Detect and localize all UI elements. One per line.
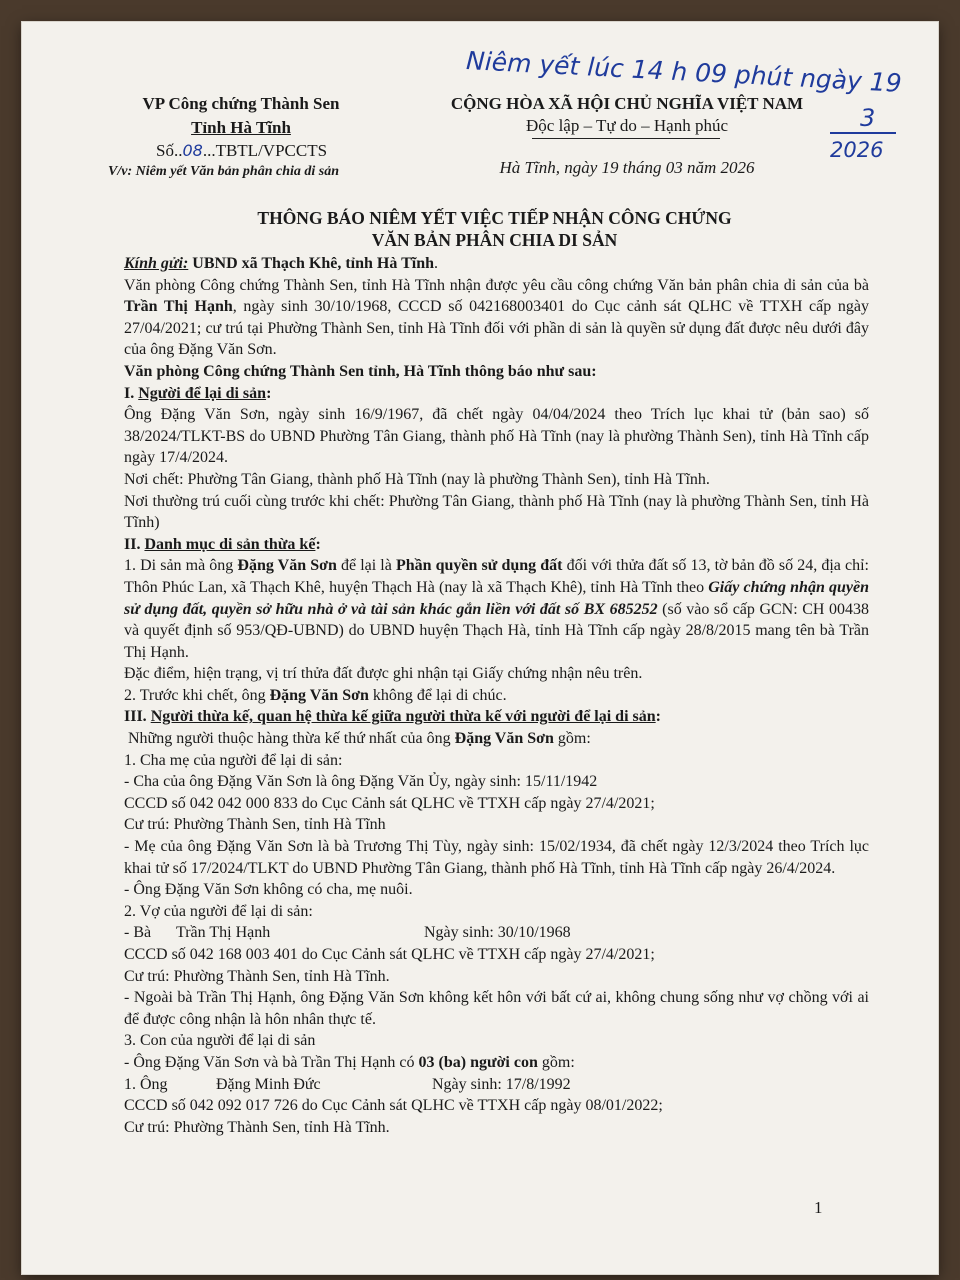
office-name: VP Công chứng Thành Sen: [142, 94, 340, 113]
number-prefix: Số..: [156, 141, 183, 160]
child1-residence: Cư trú: Phường Thành Sen, tỉnh Hà Tĩnh.: [124, 1118, 390, 1136]
motto-underline: [532, 138, 720, 139]
section1-p3: Nơi thường trú cuối cùng trước khi chết: Phường Tân Giang, thành phố Hà Tĩnh (nay là phường Thành Sen, tỉnh Hà Tĩnh): [124, 492, 869, 532]
nation-motto: Độc lập – Tự do – Hạnh phúc: [526, 116, 728, 135]
document-page: [22, 22, 938, 1274]
father-line1: - Cha của ông Đặng Văn Sơn là ông Đặng Văn Ủy, ngày sinh: 15/11/1942: [124, 773, 598, 791]
document-subject: V/v: Niêm yết Văn bản phân chia di sản: [108, 164, 340, 179]
document-title-line1: THÔNG BÁO NIÊM YẾT VIỆC TIẾP NHẬN CÔNG CHỨNG: [257, 208, 732, 228]
document-number: [156, 141, 327, 161]
section2-heading: II. Danh mục di sản thừa kế:: [124, 535, 321, 553]
page-number: 1: [814, 1198, 823, 1217]
document-title-line2: VĂN BẢN PHÂN CHIA DI SẢN: [371, 230, 618, 250]
section1-heading: I. Người để lại di sản:: [124, 384, 272, 402]
document-date: Hà Tĩnh, ngày 19 tháng 03 năm 2026: [499, 158, 755, 177]
number-suffix: ...TBTL/VPCCTS: [202, 141, 328, 160]
section3-heading: III. Người thừa kế, quan hệ thừa kế giữa người thừa kế với người để lại di sản:: [124, 708, 661, 726]
section2-p3: 2. Trước khi chết, ông Đặng Văn Sơn không để lại di chúc.: [124, 686, 507, 704]
number-handwritten: 08: [182, 141, 203, 160]
spouse-note: - Ngoài bà Trần Thị Hạnh, ông Đặng Văn Sơn không kết hôn với bất cứ ai, không chung sống như vợ chồng với ai để được công nhận là hôn nhân thực tế.: [124, 989, 869, 1028]
handwritten-year: 2026: [830, 138, 884, 162]
spouse-heading: 2. Vợ của người để lại di sản:: [124, 902, 313, 920]
parents-heading: 1. Cha mẹ của người để lại di sản:: [124, 751, 343, 769]
section3-intro: Những người thuộc hàng thừa kế thứ nhất của ông Đặng Văn Sơn gồm:: [128, 730, 591, 748]
handwritten-fraction-line: [830, 132, 896, 134]
handwritten-month: 3: [860, 104, 876, 132]
child1-line: 1. Ông Đặng Minh Đức Ngày sinh: 17/8/1992: [124, 1075, 571, 1093]
child1-id: CCCD số 042 092 017 726 do Cục Cảnh sát QLHC về TTXH cấp ngày 08/01/2022;: [124, 1097, 663, 1115]
no-adoptive-parents: - Ông Đặng Văn Sơn không có cha, mẹ nuôi.: [124, 881, 413, 899]
office-province: Tỉnh Hà Tĩnh: [191, 118, 291, 137]
section1-p2: Nơi chết: Phường Tân Giang, thành phố Hà Tĩnh (nay là phường Thành Sen), tỉnh Hà Tĩnh.: [124, 470, 710, 488]
nation-title: CỘNG HÒA XÃ HỘI CHỦ NGHĨA VIỆT NAM: [450, 94, 804, 113]
requester-name: Trần Thị Hạnh: [124, 298, 233, 316]
children-count: - Ông Đặng Văn Sơn và bà Trần Thị Hạnh có 03 (ba) người con gồm:: [124, 1053, 575, 1071]
intro-paragraph: Văn phòng Công chứng Thành Sen, tỉnh Hà Tĩnh nhận được yêu cầu công chứng Văn bản phân chia di sản của bà Trần Thị Hạnh, ngày sinh 30/10/1968, CCCD số 042168003401 do Cục cảnh sát QLHC về TTXH cấp ngày 27/04/2021; cư trú tại Phường Thành Sen, tỉnh Hà Tĩnh đối với phần di sản là quyền sử dụng đất được nêu dưới đây của ông Đặng Văn Sơn.: [124, 276, 869, 359]
father-line2: CCCD số 042 042 000 833 do Cục Cảnh sát QLHC về TTXH cấp ngày 27/4/2021;: [124, 794, 655, 812]
section1-p1: Ông Đặng Văn Sơn, ngày sinh 16/9/1967, đã chết ngày 04/04/2024 theo Trích lục khai tử (bản sao) số 38/2024/TLKT-BS do UBND Phường Tân Giang, thành phố Hà Tĩnh (nay là phường Thành Sen), tỉnh Hà Tĩnh cấp ngày 17/4/2024.: [124, 406, 869, 467]
mother-paragraph: - Mẹ của ông Đặng Văn Sơn là bà Trương Thị Tùy, ngày sinh: 15/02/1934, đã chết ngày 12/3/2024 theo Trích lục khai tử số 17/2024/TLKT do UBND Phường Tân Giang, thành phố Hà Tĩnh, tỉnh Hà Tĩnh cấp ngày 26/4/2024.: [124, 838, 869, 877]
document-body: [124, 253, 869, 1138]
recipient-value: UBND xã Thạch Khê, tỉnh Hà Tĩnh: [192, 255, 434, 272]
announce-line: Văn phòng Công chứng Thành Sen tỉnh, Hà Tĩnh thông báo như sau:: [124, 362, 597, 380]
section2-p2: Đặc điểm, hiện trạng, vị trí thửa đất được ghi nhận tại Giấy chứng nhận nêu trên.: [124, 665, 643, 683]
spouse-residence: Cư trú: Phường Thành Sen, tỉnh Hà Tĩnh.: [124, 967, 390, 985]
spouse-id: CCCD số 042 168 003 401 do Cục Cảnh sát QLHC về TTXH cấp ngày 27/4/2021;: [124, 946, 655, 963]
recipient-line: Kính gửi: UBND xã Thạch Khê, tỉnh Hà Tĩnh.: [124, 255, 438, 272]
father-line3: Cư trú: Phường Thành Sen, tỉnh Hà Tĩnh: [124, 816, 386, 834]
recipient-label: Kính gửi: [124, 255, 183, 272]
children-heading: 3. Con của người để lại di sản: [124, 1032, 316, 1050]
handwritten-posting-note: Niêm yết lúc 14 h 09 phút ngày 19: [465, 46, 903, 98]
spouse-line: - Bà Trần Thị Hạnh Ngày sinh: 30/10/1968: [124, 924, 571, 942]
section2-p1: 1. Di sản mà ông Đặng Văn Sơn để lại là Phần quyền sử dụng đất đối với thửa đất số 13, tờ bản đồ số 24, địa chỉ: Thôn Phúc Lan, xã Thạch Khê, huyện Thạch Hà (nay là xã Thạch Khê), tỉnh Hà Tĩnh theo Giấy chứng nhận quyền sử dụng đất, quyền sở hữu nhà ở và tài sản khác gắn liền với đất số BX 685252 (số vào sổ cấp GCN: CH 00438 và quyết định số 953/QĐ-UBND) do UBND huyện Thạch Hà, tỉnh Hà Tĩnh cấp ngày 28/8/2015 mang tên bà Trần Thị Hạnh.: [124, 557, 870, 661]
